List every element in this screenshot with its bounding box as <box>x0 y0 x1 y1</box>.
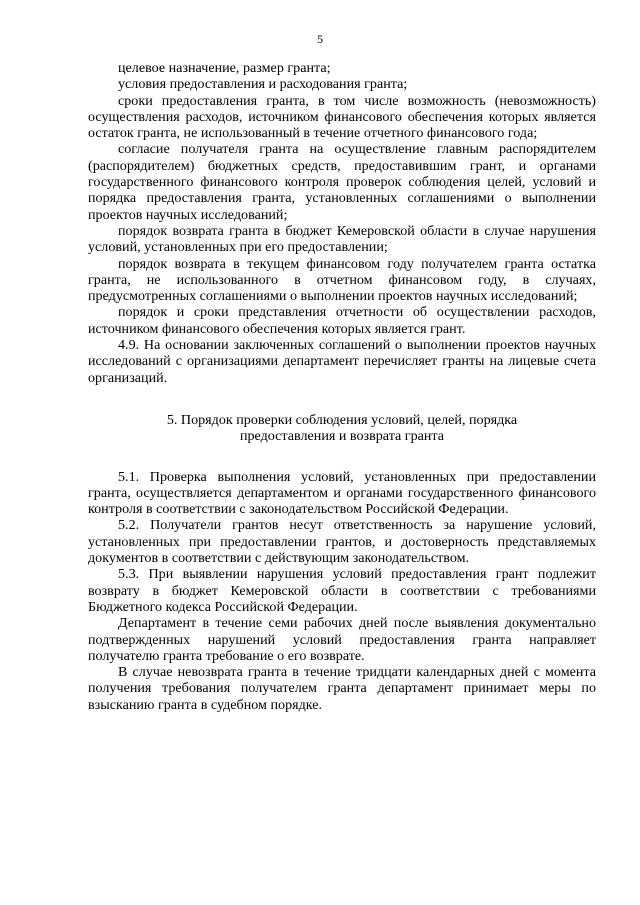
paragraph-recipient-consent: согласие получателя гранта на осуществление главным распорядителем (распорядителем) бюджетных средств, предоставившим грант, и органами государственного финансового контроля проверок соблюдения целей, условий и порядка предоставления гранта, установленных соглашениями о выполнении проектов научных исследований; <box>88 141 596 223</box>
paragraph-5-3: 5.3. При выявлении нарушения условий предоставления грант подлежит возврату в бюджет Кемеровской области в соответствии с требованиями Бюджетного кодекса Российской Федерации. <box>88 566 596 615</box>
paragraph-grant-conditions: условия предоставления и расходования гранта; <box>118 76 408 93</box>
paragraph-non-return: В случае невозврата гранта в течение тридцати календарных дней с момента получения требования получателем гранта департамент принимает меры по взысканию гранта в судебном порядке. <box>88 664 596 713</box>
paragraph-grant-terms: сроки предоставления гранта, в том числе возможность (невозможность) осуществления расходов, источником финансового обеспечения которых является остаток гранта, не использованный в течение отчетного финансового года; <box>88 92 596 142</box>
page-number: 5 <box>317 32 323 46</box>
document-body <box>88 60 596 713</box>
paragraph-return-procedure: порядок возврата гранта в бюджет Кемеровской области в случае нарушения условий, установленных при его предоставлении; <box>88 222 596 256</box>
paragraph-5-1: 5.1. Проверка выполнения условий, установленных при предоставлении гранта, осуществляется департаментом и органами государственного финансового контроля в соответствии с законодательством Российской Федерации. <box>88 468 596 518</box>
paragraph-5-2: 5.2. Получатели грантов несут ответственность за нарушение условий, установленных при предоставлении грантов, и достоверность представляемых документов в соответствии с действующим законодательством. <box>88 517 596 567</box>
paragraph-grant-purpose: целевое назначение, размер гранта; <box>118 60 331 76</box>
paragraph-4-9: 4.9. На основании заключенных соглашений о выполнении проектов научных исследований с организациями департамент перечисляет гранты на лицевые счета организаций. <box>88 337 596 386</box>
paragraph-department-demand: Департамент в течение семи рабочих дней после выявления документально подтвержденных нарушений условий предоставления гранта направляет получателю гранта требование о его возврате. <box>88 615 596 664</box>
section-heading: 5. Порядок проверки соблюдения условий, целей, порядка предоставления и возврата гранта <box>166 411 518 445</box>
paragraph-remainder-return: порядок возврата в текущем финансовом году получателем гранта остатка гранта, не использованного в отчетном финансовом году, в случаях, предусмотренных соглашениями о выполнении проектов научных исследований; <box>88 255 596 305</box>
paragraph-reporting: порядок и сроки представления отчетности об осуществлении расходов, источником финансового обеспечения которых является грант. <box>88 304 596 337</box>
